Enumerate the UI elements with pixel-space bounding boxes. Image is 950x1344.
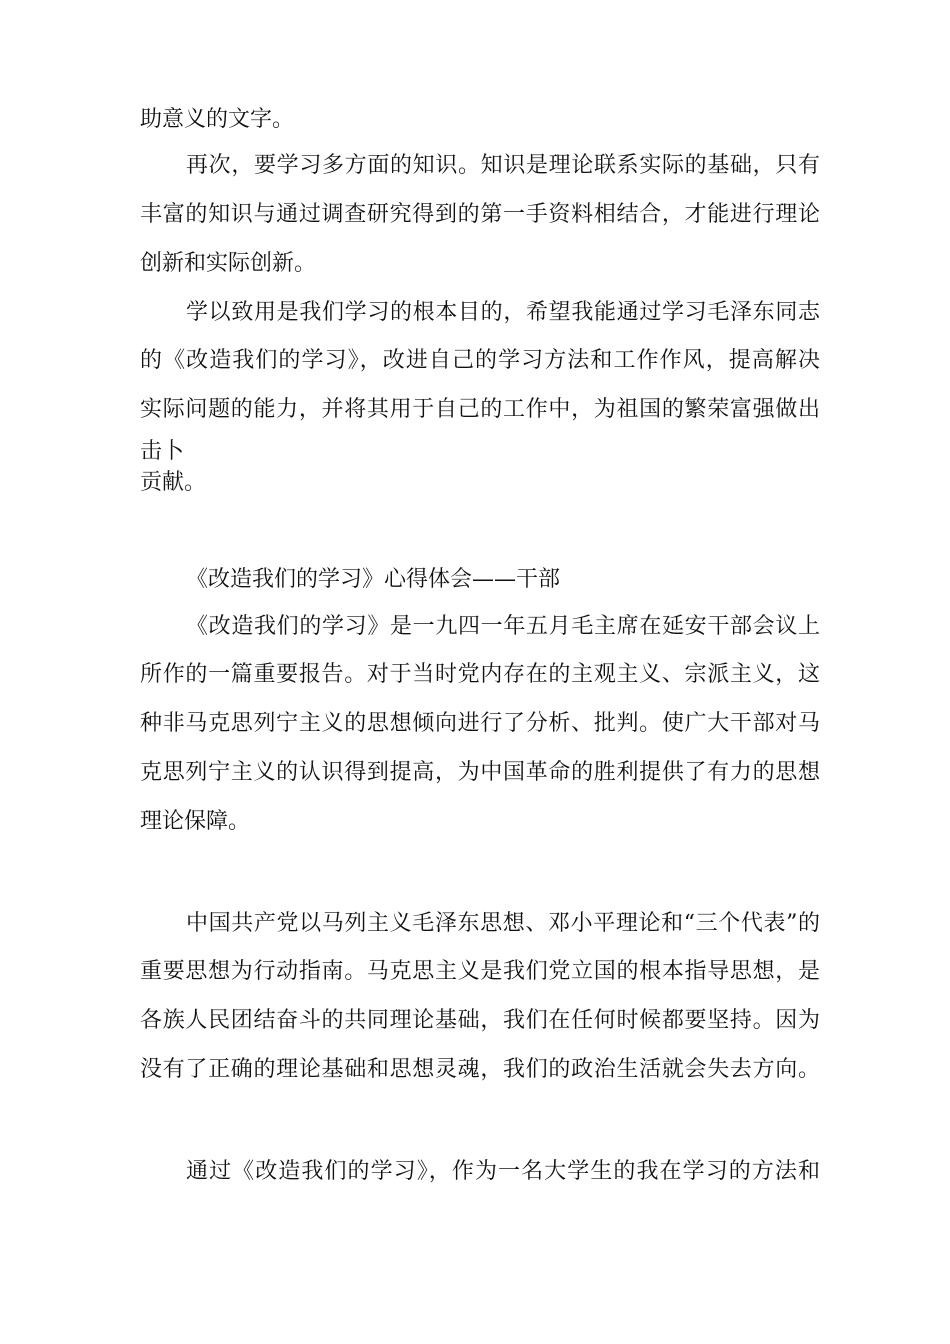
text-line: 中国共产党以马列主义毛泽东思想、邓小平理论和“三个代表”的 [186,911,820,936]
text-line: 助意义的文字。 [140,107,295,132]
text-line: 再次，要学习多方面的知识。知识是理论联系实际的基础，只有 [186,153,820,178]
text-line: 所作的一篇重要报告。对于当时党内存在的主观主义、宗派主义，这 [140,662,820,687]
section-heading: 《改造我们的学习》心得体会——干部 [186,567,561,592]
text-line: 理论保障。 [140,809,251,834]
text-line: 实际问题的能力，并将其用于自己的工作中，为祖国的繁荣富强做出 [140,397,820,422]
text-line: 《改造我们的学习》是一九四一年五月毛主席在延安干部会议上 [186,614,820,639]
text-line: 重要思想为行动指南。马克思主义是我们党立国的根本指导思想，是 [140,959,820,984]
text-line: 丰富的知识与通过调查研究得到的第一手资料相结合，才能进行理论 [140,202,820,227]
text-line: 的《改造我们的学习》，改进自己的学习方法和工作作风，提高解决 [140,348,820,373]
text-line: 克思列宁主义的认识得到提高，为中国革命的胜利提供了有力的思想 [140,760,820,785]
text-line: 各族人民团结奋斗的共同理论基础，我们在任何时候都要坚持。因为 [140,1008,820,1033]
text-line: 通过《改造我们的学习》，作为一名大学生的我在学习的方法和 [186,1159,820,1184]
text-line: 没有了正确的理论基础和思想灵魂，我们的政治生活就会失去方向。 [140,1057,820,1082]
text-line: 种非马克思列宁主义的思想倾向进行了分析、批判。使广大干部对马 [140,711,820,736]
text-line: 贡献。 [140,470,207,495]
text-line: 创新和实际创新。 [140,251,317,276]
text-line: 学以致用是我们学习的根本目的，希望我能通过学习毛泽东同志 [186,300,820,325]
text-line: 击卜 [140,439,185,464]
